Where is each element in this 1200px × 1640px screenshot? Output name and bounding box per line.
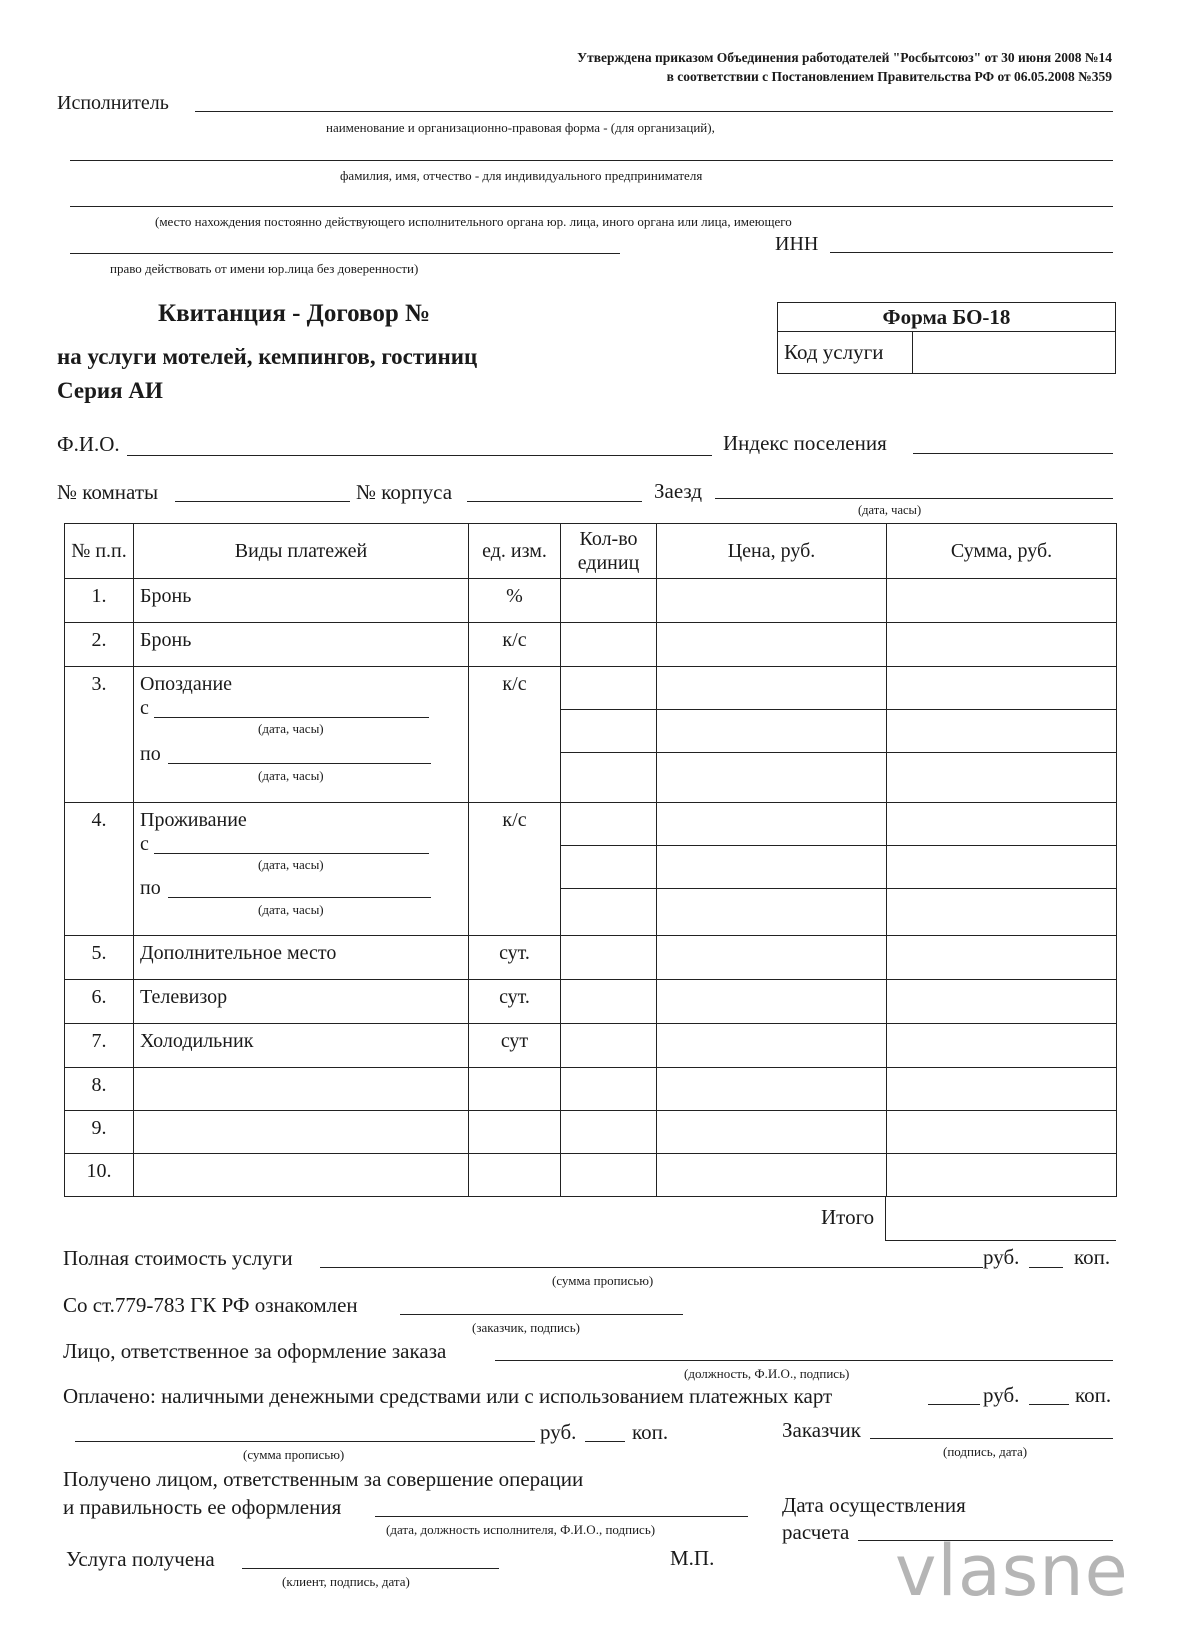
row-num: 4. (65, 803, 134, 936)
sum-words-hint: (сумма прописью) (552, 1273, 654, 1288)
from-label: с (140, 833, 149, 855)
row-unit[interactable] (469, 1111, 561, 1154)
table-row (65, 1111, 1117, 1154)
settlement-label-1: Дата осуществления (782, 1493, 966, 1517)
sum-cell[interactable] (887, 803, 1117, 936)
row-name[interactable] (134, 1111, 469, 1154)
stamp-label: М.П. (670, 1546, 715, 1570)
qty-cell[interactable] (561, 1154, 657, 1197)
qty-cell[interactable] (561, 803, 657, 936)
paid-words-kop-label: коп. (632, 1420, 669, 1444)
to-hint: (дата, часы) (258, 768, 324, 783)
rub-label: руб. (983, 1245, 1020, 1269)
row-num: 5. (65, 936, 134, 980)
qty-cell[interactable] (561, 936, 657, 980)
received-line-2: и правильность ее оформления (63, 1495, 342, 1519)
approval-line-1: Утверждена приказом Объединения работодателей "Росбытсоюз" от 30 июня 2008 №14 (577, 50, 1112, 65)
executor-hint-3: (место нахождения постоянно действующего исполнительного органа юр. лица, иного органа или лица, имеющего (155, 214, 792, 229)
table-row (65, 936, 1117, 980)
settlement-label-2: расчета (782, 1520, 850, 1544)
row-name: Телевизор (134, 980, 469, 1024)
row-num: 1. (65, 579, 134, 623)
from-label: с (140, 697, 149, 719)
executor-hint-2: фамилия, имя, отчество - для индивидуального предпринимателя (340, 168, 703, 183)
header-unit: ед. изм. (469, 524, 561, 579)
index-label: Индекс поселения (723, 431, 887, 455)
service-received-line[interactable] (242, 1568, 499, 1569)
sum-cell[interactable] (887, 1024, 1117, 1068)
total-label: Итого (821, 1205, 875, 1229)
room-line[interactable] (175, 501, 350, 502)
checkin-label: Заезд (654, 479, 703, 503)
price-cell[interactable] (657, 1111, 887, 1154)
header-price: Цена, руб. (657, 524, 887, 579)
customer-label: Заказчик (782, 1418, 861, 1442)
row-name: Бронь (134, 623, 469, 667)
price-cell[interactable] (657, 936, 887, 980)
header-qty: Кол-во единиц (561, 524, 657, 579)
service-code-label: Код услуги (778, 332, 913, 373)
kop-label: коп. (1074, 1245, 1111, 1269)
row-unit: сут. (469, 936, 561, 980)
qty-cell[interactable] (561, 1111, 657, 1154)
executor-hint-4: право действовать от имени юр.лица без доверенности) (110, 261, 419, 276)
fio-line[interactable] (127, 455, 712, 456)
paid-label: Оплачено: наличными денежными средствами или с использованием платежных карт (63, 1384, 833, 1408)
responsible-line[interactable] (495, 1360, 1113, 1361)
payments-table (64, 523, 1117, 1197)
customer-line[interactable] (870, 1438, 1113, 1439)
table-row (65, 1024, 1117, 1068)
series-label: Серия АИ (57, 378, 163, 403)
row-unit: к/с (469, 667, 561, 803)
sum-cell[interactable] (887, 980, 1117, 1024)
price-cell[interactable] (657, 980, 887, 1024)
header-num: № п.п. (65, 524, 134, 579)
received-hint: (дата, должность исполнителя, Ф.И.О., подпись) (386, 1522, 656, 1537)
table-row (65, 803, 1117, 936)
qty-cell[interactable] (561, 667, 657, 803)
row-name: Опоздание (140, 673, 233, 695)
paid-kop-label: коп. (1075, 1383, 1112, 1407)
to-line[interactable] (168, 897, 431, 898)
from-line[interactable] (154, 853, 429, 854)
checkin-line[interactable] (715, 498, 1113, 499)
price-cell[interactable] (657, 667, 887, 803)
total-sum-cell[interactable] (885, 1197, 1116, 1241)
row-name: Проживание (140, 809, 247, 831)
watermark: vlasne (895, 1530, 1129, 1612)
sum-cell[interactable] (887, 1068, 1117, 1111)
price-cell[interactable] (657, 1068, 887, 1111)
row-name[interactable] (134, 1068, 469, 1111)
sum-cell[interactable] (887, 1111, 1117, 1154)
from-line[interactable] (154, 717, 429, 718)
row-num: 10. (65, 1154, 134, 1197)
from-hint: (дата, часы) (258, 857, 324, 872)
table-row (65, 667, 1117, 803)
from-hint: (дата, часы) (258, 721, 324, 736)
building-line[interactable] (467, 501, 642, 502)
service-received-label: Услуга получена (66, 1547, 215, 1571)
position-hint: (должность, Ф.И.О., подпись) (684, 1366, 850, 1381)
qty-cell[interactable] (561, 980, 657, 1024)
row-num: 3. (65, 667, 134, 803)
checkin-hint: (дата, часы) (858, 503, 922, 517)
articles-label: Со ст.779-783 ГК РФ ознакомлен (63, 1293, 358, 1317)
header-sum: Сумма, руб. (887, 524, 1117, 579)
sum-cell[interactable] (887, 936, 1117, 980)
qty-cell[interactable] (561, 1068, 657, 1111)
kop-line[interactable] (1029, 1267, 1063, 1268)
paid-rub-line[interactable] (928, 1404, 980, 1405)
form-box (777, 302, 1116, 374)
executor-name-line[interactable] (195, 111, 1113, 112)
qty-cell[interactable] (561, 1024, 657, 1068)
full-cost-label: Полная стоимость услуги (63, 1246, 293, 1270)
sum-cell[interactable] (887, 667, 1117, 803)
sum-cell[interactable] (887, 1154, 1117, 1197)
row-unit: % (469, 579, 561, 623)
executor-address-line[interactable] (70, 206, 1113, 207)
to-label: по (140, 743, 161, 765)
received-line-1: Получено лицом, ответственным за совершение операции (63, 1467, 584, 1491)
inn-label: ИНН (775, 233, 819, 255)
row-unit: к/с (469, 803, 561, 936)
fio-label: Ф.И.О. (57, 432, 120, 456)
row-unit[interactable] (469, 1068, 561, 1111)
to-line[interactable] (168, 763, 431, 764)
document-subtitle: на услуги мотелей, кемпингов, гостиниц (57, 344, 478, 369)
executor-hint-1: наименование и организационно-правовая форма - (для организаций), (326, 120, 715, 135)
executor-label: Исполнитель (57, 92, 169, 114)
table-row (65, 1068, 1117, 1111)
document-title: Квитанция - Договор № (158, 300, 431, 327)
header-kind: Виды платежей (134, 524, 469, 579)
sign-date-hint: (подпись, дата) (943, 1444, 1028, 1459)
table-row (65, 1154, 1117, 1197)
approval-line-2: в соответствии с Постановлением Правительства РФ от 06.05.2008 №359 (666, 69, 1112, 84)
inn-line[interactable] (830, 252, 1113, 253)
row-name-cell (134, 803, 469, 936)
paid-kop-line[interactable] (1029, 1404, 1069, 1405)
row-num: 8. (65, 1068, 134, 1111)
index-line[interactable] (913, 453, 1113, 454)
row-unit: к/с (469, 623, 561, 667)
table-row (65, 579, 1117, 623)
row-name: Дополнительное место (134, 936, 469, 980)
row-num: 9. (65, 1111, 134, 1154)
price-cell[interactable] (657, 1154, 887, 1197)
paid-rub-label: руб. (983, 1383, 1020, 1407)
building-label: № корпуса (356, 480, 453, 504)
sum-cell[interactable] (887, 579, 1117, 623)
form-number: Форма БО-18 (778, 303, 1115, 332)
received-line[interactable] (375, 1516, 748, 1517)
client-hint: (клиент, подпись, дата) (282, 1574, 410, 1589)
qty-cell[interactable] (561, 623, 657, 667)
paid-words-hint: (сумма прописью) (243, 1447, 345, 1462)
price-cell[interactable] (657, 803, 887, 936)
paid-words-kop-line[interactable] (585, 1441, 625, 1442)
paid-words-line[interactable] (75, 1441, 535, 1442)
price-cell[interactable] (657, 579, 887, 623)
table-row (65, 980, 1117, 1024)
row-num: 7. (65, 1024, 134, 1068)
executor-fio-line[interactable] (70, 160, 1113, 161)
responsible-label: Лицо, ответственное за оформление заказа (63, 1339, 447, 1363)
articles-line[interactable] (400, 1314, 683, 1315)
row-unit: сут (469, 1024, 561, 1068)
row-num: 6. (65, 980, 134, 1024)
full-cost-line[interactable] (320, 1267, 983, 1268)
customer-sign-hint: (заказчик, подпись) (472, 1320, 580, 1335)
row-name: Холодильник (134, 1024, 469, 1068)
row-name[interactable] (134, 1154, 469, 1197)
row-num: 2. (65, 623, 134, 667)
row-unit: сут. (469, 980, 561, 1024)
row-name-cell (134, 667, 469, 803)
to-label: по (140, 877, 161, 899)
paid-words-rub-label: руб. (540, 1420, 577, 1444)
executor-authority-line[interactable] (70, 253, 620, 254)
table-row (65, 623, 1117, 667)
qty-cell[interactable] (561, 579, 657, 623)
row-unit[interactable] (469, 1154, 561, 1197)
price-cell[interactable] (657, 623, 887, 667)
row-name: Бронь (134, 579, 469, 623)
sum-cell[interactable] (887, 623, 1117, 667)
price-cell[interactable] (657, 1024, 887, 1068)
room-label: № комнаты (57, 480, 159, 504)
to-hint: (дата, часы) (258, 902, 324, 917)
